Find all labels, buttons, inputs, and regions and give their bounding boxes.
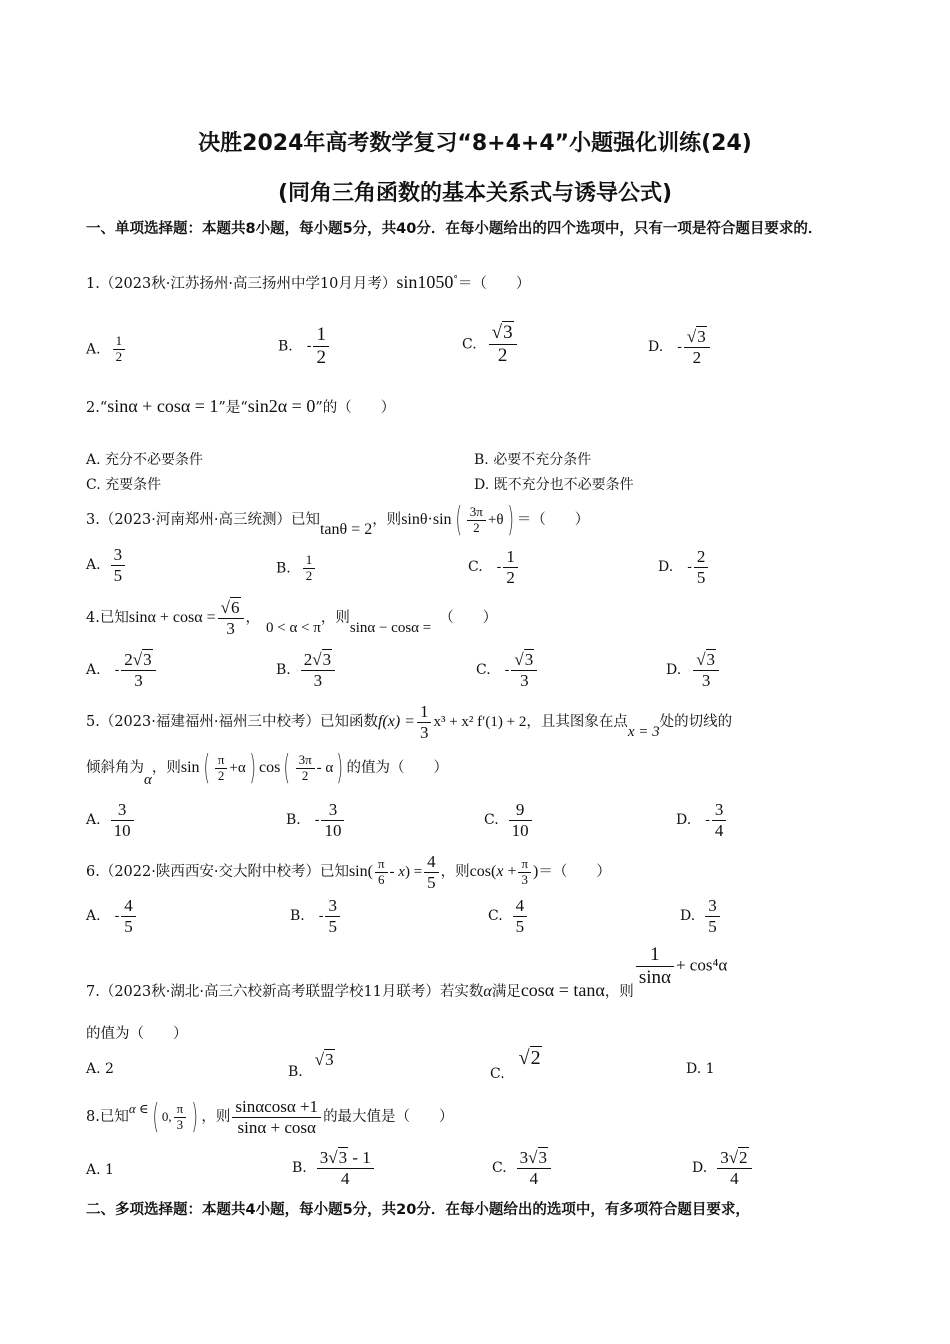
q1-stem: 1.（2023秋·江苏扬州·高三扬州中学10月月考） xyxy=(86,276,397,292)
q3-option-d: D. - $\frac{2}{5}$ xyxy=(658,547,710,587)
page-subtitle: (同角三角函数的基本关系式与诱导公式) xyxy=(277,181,673,206)
question-2: 2.“sinα + cosα = 1”是“sin2α = 0”的（ ） xyxy=(86,396,396,416)
section-2-heading: 二、多项选择题：本题共4小题，每小题5分，共20分．在每小题给出的选项中，有多项符合题目要求， xyxy=(86,1202,750,1218)
section-1-heading: 一、单项选择题：本题共8小题，每小题5分，共40分．在每小题给出的四个选项中，只有一项是符合题目要求的． xyxy=(86,221,823,237)
q6-option-b: B. - $\frac{3}{5}$ xyxy=(290,896,342,936)
q6-option-a: A. - $\frac{4}{5}$ xyxy=(86,896,138,936)
q7-option-b: B.√3 xyxy=(288,1050,334,1080)
q1-option-b: B. - $\frac{1}{2}$ xyxy=(278,324,331,369)
q4-option-c: C. - $\frac{√3}{3}$ xyxy=(476,650,539,690)
q3-option-c: C. - $\frac{1}{2}$ xyxy=(468,547,520,587)
q2-option-d: D. 既不充分也不必要条件 xyxy=(474,477,634,493)
q5-option-c: C. $\frac{9}{10}$ xyxy=(484,800,534,840)
q2-expression-1: sinα + cosα = 1 xyxy=(107,396,219,416)
question-8: 8.已知α ∈( 0, $\frac{\pi}{3}$ ) ，则 $\frac{\sin\alpha\cos\alpha +1}{\sin\alpha + \cos\alpha}$ 的最大值是（ ） xyxy=(86,1097,454,1138)
q6-option-d: D. $\frac{3}{5}$ xyxy=(680,896,722,936)
q4-expression-2: sinα − cosα = xyxy=(349,620,432,637)
question-5-line-2: 倾斜角为α，则sin( $\frac{\pi}{2}$ +α) cos( $\frac{3\pi}{2}$ - α) 的值为（ ） xyxy=(86,748,449,788)
q4-option-d: D. $\frac{√3}{3}$ xyxy=(666,650,721,690)
q8-option-d: D. $\frac{3√2}{4}$ xyxy=(692,1148,754,1188)
q5-option-a: A. $\frac{3}{10}$ xyxy=(86,800,136,840)
q4-range: 0 < α < π xyxy=(266,620,321,637)
question-1 xyxy=(86,272,876,293)
q1-option-a: A. $\frac{1}{2}$ xyxy=(86,334,127,365)
q8-option-a: A. 1 xyxy=(86,1162,114,1178)
question-4: 4.已知sinα + cosα = $\frac{√6}{3}$ ，0 < α < π，则sinα − cosα =（ ） xyxy=(86,598,498,638)
q4-expression-1: sinα + cosα = xyxy=(128,609,216,627)
q3-expression: sinθ·sin xyxy=(401,511,452,528)
q4-option-a: A. - $\frac{2√3}{3}$ xyxy=(86,650,158,690)
q3-option-a: A. $\frac{3}{5}$ xyxy=(86,545,127,585)
q1-option-d: D. - $\frac{√3}{2}$ xyxy=(648,327,712,367)
q1-tail: ＝（ ） xyxy=(457,276,531,292)
q3-condition: tanθ = 2 xyxy=(319,521,373,538)
q1-option-c: C. $\frac{√3}{2}$ xyxy=(462,322,519,367)
q2-expression-2: sin2α = 0 xyxy=(247,396,316,416)
q5-option-d: D. - $\frac{3}{4}$ xyxy=(676,800,728,840)
q8-option-b: B. $\frac{3√3 - 1}{4}$ xyxy=(292,1148,376,1188)
question-7-line-2: 的值为（ ） xyxy=(86,1026,188,1042)
q7-option-c: C.√2 xyxy=(490,1047,541,1082)
q7-option-a: A. 2 xyxy=(86,1061,114,1077)
q2-option-b: B. 必要不充分条件 xyxy=(474,452,592,468)
page-title: 决胜2024年高考数学复习“8+4+4”小题强化训练(24) xyxy=(198,131,752,156)
q4-option-b: B. $\frac{2√3}{3}$ xyxy=(276,650,337,690)
q5-option-b: B. - $\frac{3}{10}$ xyxy=(286,800,346,840)
q5-function: f(x) = xyxy=(377,713,415,731)
q8-option-c: C. $\frac{3√3}{4}$ xyxy=(492,1148,553,1188)
q1-degree: ° xyxy=(453,275,458,286)
question-6: 6.（2022·陕西西安·交大附中校考）已知sin( $\frac{\pi}{6}$ - x) = $\frac{4}{5}$ ，则cos(x + $\frac{\pi}{3}$ )＝（ ） xyxy=(86,852,611,892)
q1-expression: sin1050 xyxy=(396,272,454,292)
q5-point: x = 3 xyxy=(627,724,660,741)
q7-condition: cosα = tanα xyxy=(520,980,605,1001)
question-3: 3.（2023·河南郑州·高三统测）已知tanθ = 2，则sinθ·sin( $\frac{3\pi}{2}$ +θ) ＝（ ） xyxy=(86,500,590,540)
question-7: 7.（2023秋·湖北·高三六校新高考联盟学校11月联考）若实数α满足cosα = tanα，则 $\frac{1}{\sin\alpha}$ + cos⁴α xyxy=(86,944,728,1001)
q7-option-d: D. 1 xyxy=(686,1061,715,1077)
q3-option-b: B. $\frac{1}{2}$ xyxy=(276,553,317,584)
question-5: 5.（2023·福建福州·福州三中校考）已知函数f(x) = $\frac{1}{3}$ x³ + x² f′(1) + 2，且其图象在点x = 3处的切线的 xyxy=(86,702,733,742)
q2-option-a: A. 充分不必要条件 xyxy=(86,452,204,468)
q6-option-c: C. $\frac{4}{5}$ xyxy=(488,896,529,936)
q2-option-c: C. 充要条件 xyxy=(86,477,162,493)
